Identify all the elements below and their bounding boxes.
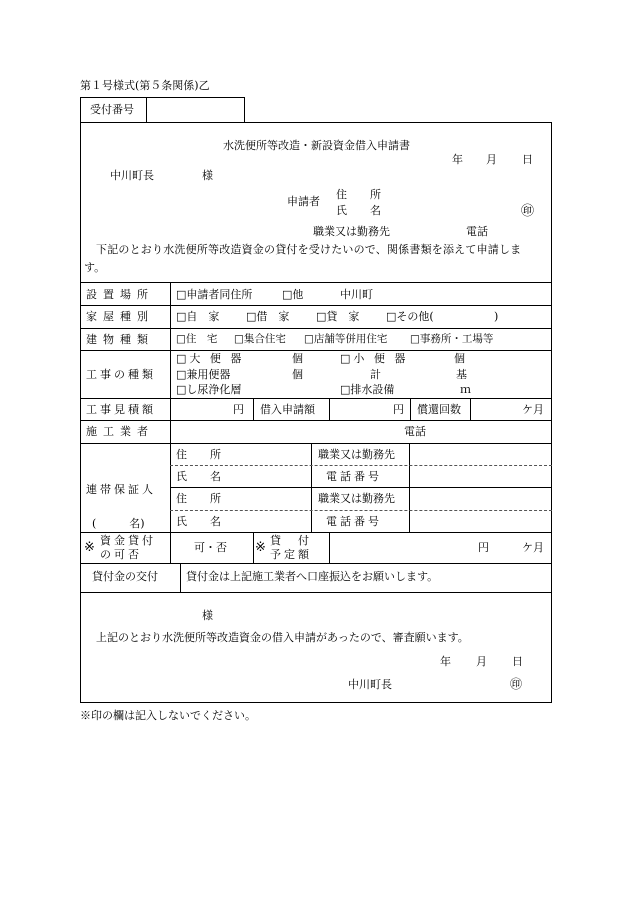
guarantor1-job-label: 職業又は勤務先 [318, 448, 395, 461]
estimate-yen: 円 [233, 403, 244, 416]
guarantor1-name-label: 氏 名 [176, 470, 227, 483]
checkbox-toilet-large[interactable]: □大 便 器 [176, 352, 245, 365]
checkbox-septic-tank[interactable]: □し尿浄化層 [176, 383, 242, 396]
work-type-label: 工事の種類 [86, 368, 156, 381]
checkbox-shop-residence[interactable]: □店舗等併用住宅 [304, 333, 388, 345]
applicant-label: 申請者 [287, 195, 320, 208]
fund-mark: ※ [84, 540, 95, 555]
repay-months: ケ月 [522, 403, 544, 416]
checkbox-lent-house[interactable]: □貸 家 [316, 310, 360, 323]
loan-amount-label: 借入申請額 [260, 403, 315, 416]
addressee-sama: 様 [202, 169, 213, 182]
date-month: 月 [486, 153, 497, 166]
bottom-year: 年 [440, 655, 451, 668]
house-type-label: 家屋種別 [86, 310, 154, 323]
receipt-label: 受付番号 [90, 103, 134, 116]
loan-plan-months: ケ月 [522, 541, 544, 554]
loan-plan-label-2: 予定額 [270, 548, 312, 561]
checkbox-drainage[interactable]: □排水設備 [340, 383, 395, 396]
unit-urinal: 個 [454, 352, 465, 365]
unit-large: 個 [292, 352, 303, 365]
intro-line2: す。 [84, 261, 106, 274]
contractor-label: 施工業者 [86, 425, 154, 438]
checkbox-same-address[interactable]: □申請者同住所 [176, 288, 253, 301]
loan-plan-yen: 円 [478, 541, 489, 554]
guarantor-label: 連帯保証人 [86, 483, 156, 496]
applicant-job-label: 職業又は勤務先 [313, 225, 390, 238]
guarantor-count: ( 名) [92, 517, 145, 530]
delivery-text: 貸付金は上記施工業者へ口座振込をお願いします。 [186, 570, 439, 583]
checkbox-rented-house[interactable]: □借 家 [246, 310, 290, 323]
applicant-address-label: 住 所 [336, 188, 387, 201]
bottom-day: 日 [512, 655, 523, 668]
bottom-text: 上記のとおり水洗便所等改造資金の借入申請があったので、審査願います。 [96, 631, 469, 644]
guarantor1-phone-label: 電話番号 [326, 470, 382, 483]
contractor-phone: 電話 [404, 425, 426, 438]
checkbox-dual-toilet[interactable]: □兼用便器 [176, 368, 231, 381]
guarantor2-phone-label: 電話番号 [326, 515, 382, 528]
checkbox-apartment[interactable]: □集合住宅 [234, 333, 286, 345]
guarantor2-job-label: 職業又は勤務先 [318, 492, 395, 505]
applicant-phone-label: 電話 [466, 225, 488, 238]
date-year: 年 [452, 153, 463, 166]
other-house-close: ) [494, 310, 499, 323]
checkbox-office-factory[interactable]: □事務所・工場等 [410, 333, 494, 345]
total-label: 計 [370, 368, 381, 381]
date-day: 日 [522, 153, 533, 166]
receipt-number-field[interactable] [158, 104, 238, 118]
footer-note: ※印の欄は記入しないでください。 [80, 709, 256, 722]
location-label: 設置場所 [86, 288, 154, 301]
location-town: 中川町 [340, 288, 373, 301]
checkbox-other-address[interactable]: □他 [282, 288, 304, 301]
bottom-from: 中川町長 [348, 678, 392, 691]
addressee: 中川町長 [110, 169, 154, 182]
guarantor2-address-label: 住 所 [176, 492, 227, 505]
seal-mark: ㊞ [521, 204, 535, 219]
checkbox-own-house[interactable]: □自 家 [176, 310, 220, 323]
loan-yen: 円 [393, 403, 404, 416]
estimate-label: 工事見積額 [86, 403, 156, 416]
guarantor1-address-label: 住 所 [176, 448, 227, 461]
bottom-seal: ㊞ [510, 677, 523, 691]
bottom-sama: 様 [202, 609, 213, 622]
intro-line1: 下記のとおり水洗便所等改造資金の貸付を受けたいので、関係書類を添えて申請しま [96, 243, 522, 256]
total-unit: 基 [456, 368, 467, 381]
bottom-month: 月 [476, 655, 487, 668]
loan-plan-label-1: 貸 付 [270, 534, 312, 547]
checkbox-urinal[interactable]: □小 便 器 [340, 352, 409, 365]
fund-label-2: の可否 [100, 548, 142, 561]
approval-value[interactable]: 可・否 [194, 541, 227, 554]
form-id: 第１号様式(第５条関係)乙 [80, 79, 210, 92]
checkbox-other-house[interactable]: □その他( [386, 310, 434, 323]
repay-count-label: 償還回数 [417, 403, 461, 416]
building-type-label: 建物種類 [86, 333, 154, 346]
guarantor2-name-label: 氏 名 [176, 515, 227, 528]
form-title: 水洗便所等改造・新設資金借入申請書 [223, 139, 410, 152]
fund-label-1: 資金貸付 [100, 534, 156, 547]
applicant-name-label: 氏 名 [336, 204, 387, 217]
delivery-label: 貸付金の交付 [92, 570, 158, 583]
unit-dual: 個 [292, 368, 303, 381]
unit-drainage: ｍ [460, 383, 471, 396]
fund-mark-2: ※ [255, 540, 266, 555]
checkbox-residence[interactable]: □住 宅 [176, 333, 218, 345]
